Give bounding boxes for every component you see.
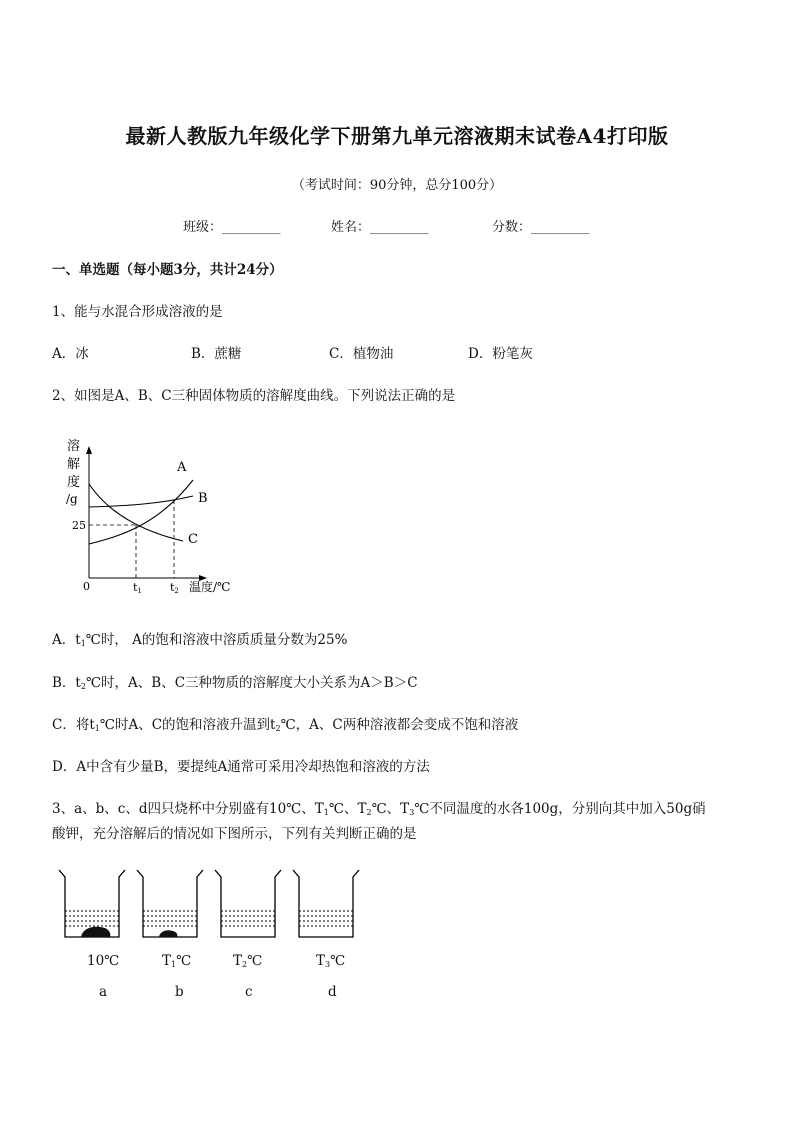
q2-option-c: C．将$t_1℃$时A、C的饱和溶液升温到$t_2℃$，A、C两种溶液都会变成不饱和溶液 xyxy=(52,717,519,733)
beaker-a-letter: a xyxy=(99,984,108,1000)
name-field: 姓名：_________ xyxy=(331,220,429,235)
y-tick-25: 25 xyxy=(72,519,86,532)
question-1-stem: 1、能与水混合形成溶液的是 xyxy=(52,304,223,320)
beaker-c-letter: c xyxy=(245,984,253,1000)
class-field: 班级：_________ xyxy=(183,220,281,235)
x-axis-label: 温度/℃ xyxy=(189,580,231,594)
q2-option-a: A．$t_1℃$时， A的饱和溶液中溶质质量分数为25% xyxy=(52,632,348,648)
x-tick-t1: t1 xyxy=(133,581,142,595)
beaker-b-temp: $T_1℃$ xyxy=(162,953,192,969)
exam-title: 最新人教版九年级化学下册第九单元溶液期末试卷A4打印版 xyxy=(125,124,669,148)
undissolved-solid-a xyxy=(81,927,110,937)
exam-subtitle: （考试时间：90分钟，总分100分） xyxy=(291,178,503,193)
ylabel-char-1: 溶 xyxy=(67,439,81,454)
q2-option-b: B．$t_2℃$时，A、B、C三种物质的溶解度大小关系为A＞B＞C xyxy=(52,675,418,691)
ylabel-char-2: 解 xyxy=(67,457,81,472)
beaker-a-temp: 10℃ xyxy=(87,953,120,969)
x-tick-t2: t2 xyxy=(170,581,179,595)
curve-a xyxy=(89,480,193,544)
q1-option-d: D．粉笔灰 xyxy=(468,346,533,362)
q1-option-a: A．冰 xyxy=(52,346,89,362)
beaker-d-letter: d xyxy=(328,984,337,1000)
beaker-c xyxy=(215,870,281,937)
ylabel-char-3: 度 xyxy=(67,475,81,490)
question-2-stem: 2、如图是A、B、C三种固体物质的溶解度曲线。下列说法正确的是 xyxy=(52,388,456,404)
beaker-d xyxy=(293,870,359,937)
beaker-c-temp: $T_2℃$ xyxy=(233,953,263,969)
ylabel-unit: /g xyxy=(66,492,78,506)
solubility-curve-figure xyxy=(55,430,255,605)
question-3-stem-line-2: 酸钾，充分溶解后的情况如下图所示，下列有关判断正确的是 xyxy=(52,826,417,842)
beaker-b xyxy=(137,870,203,937)
origin-label: 0 xyxy=(83,580,90,593)
q2-option-d: D．A中含有少量B，要提纯A通常可采用冷却热饱和溶液的方法 xyxy=(52,759,430,775)
question-3-stem-line-1: 3、a、b、c、d四只烧杯中分别盛有10℃、$T_1℃$、$T_2℃$、$T_3℃$不同温度的水各100g，分别向其中加入50g硝 xyxy=(52,801,706,817)
y-axis-arrow xyxy=(86,446,92,454)
curve-a-label: A xyxy=(177,460,187,475)
curve-c-label: C xyxy=(188,532,198,547)
section-heading: 一、单选题（每小题3分，共计24分） xyxy=(52,262,283,278)
beakers-figure xyxy=(55,865,365,940)
q1-option-c: C．植物油 xyxy=(329,346,394,362)
undissolved-solid-b xyxy=(159,930,177,937)
beaker-d-temp: $T_3℃$ xyxy=(316,953,346,969)
curve-b-label: B xyxy=(198,491,208,506)
beaker-b-letter: b xyxy=(175,984,184,1000)
q1-option-b: B．蔗糖 xyxy=(191,346,242,362)
score-field: 分数：_________ xyxy=(492,220,590,235)
beaker-a xyxy=(59,870,125,937)
